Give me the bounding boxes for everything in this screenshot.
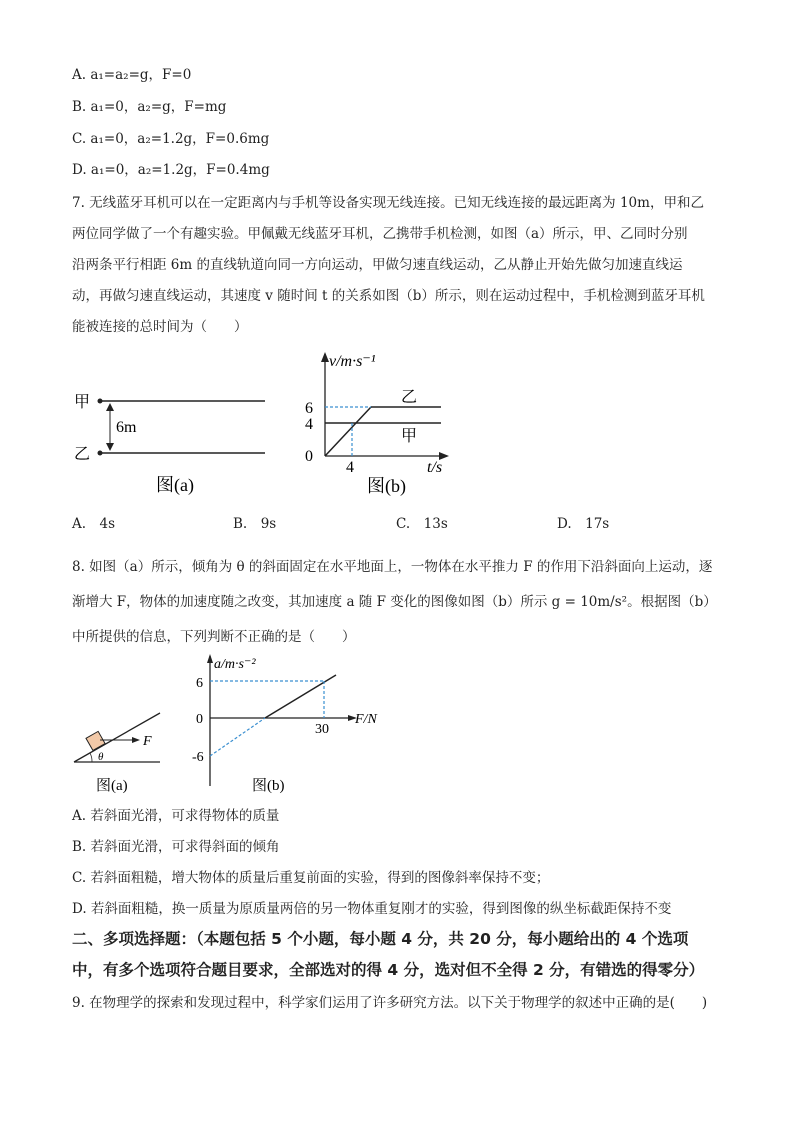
q8-stem-line-2: 渐增大 F，物体的加速度随之改变，其加速度 a 随 F 变化的图像如图（b）所示 g = 10m/s²。根据图（b） bbox=[72, 594, 717, 610]
q8-option-d: D. 若斜面粗糙，换一质量为原质量两倍的另一物体重复刚才的实验，得到图像的纵坐标截距保持不变 bbox=[72, 901, 672, 917]
q7b-series-yi: 乙 bbox=[401, 389, 418, 406]
q8b-y-tick-neg6: -6 bbox=[192, 750, 204, 765]
q8-option-a: A. 若斜面光滑，可求得物体的质量 bbox=[72, 808, 280, 824]
q6-option-d: D. a₁=0，a₂=1.2g，F=0.4mg bbox=[72, 162, 270, 178]
q8-option-c: C. 若斜面粗糙，增大物体的质量后重复前面的实验，得到的图像斜率保持不变； bbox=[72, 870, 550, 886]
q6-option-a: A. a₁=a₂=g，F=0 bbox=[72, 67, 192, 83]
q7b-origin: 0 bbox=[305, 448, 313, 465]
q7-stem-line-4: 动，再做匀速直线运动，其速度 v 随时间 t 的关系如图（b）所示，则在运动过程中，手机检测到蓝牙耳机 bbox=[72, 288, 705, 304]
q7-figure-a bbox=[70, 385, 280, 500]
q7b-x-axis-label: t/s bbox=[427, 459, 443, 476]
q7b-caption: 图(b) bbox=[367, 476, 406, 496]
q8a-caption: 图(a) bbox=[96, 778, 128, 794]
q7-option-c: C. 13s bbox=[396, 516, 448, 532]
q7a-label-jia: 甲 bbox=[74, 394, 91, 411]
q6-option-c: C. a₁=0，a₂=1.2g，F=0.6mg bbox=[72, 131, 270, 147]
q7-stem-line-2: 两位同学做了一个有趣实验。甲佩戴无线蓝牙耳机，乙携带手机检测，如图（a）所示，甲、乙同时分别 bbox=[72, 226, 688, 242]
q8b-y-axis-label: a/m·s⁻² bbox=[214, 657, 256, 672]
q8a-force-label: F bbox=[143, 734, 152, 749]
q7a-distance: 6m bbox=[116, 419, 137, 436]
q7a-caption: 图(a) bbox=[156, 475, 194, 495]
q7-option-b: B. 9s bbox=[233, 516, 277, 532]
q7b-y-tick-4: 4 bbox=[305, 416, 313, 433]
q8b-x-axis-label: F/N bbox=[355, 712, 377, 727]
q8b-y-tick-0: 0 bbox=[196, 712, 203, 727]
q7b-y-tick-6: 6 bbox=[305, 400, 313, 417]
q7b-series-jia: 甲 bbox=[401, 428, 418, 445]
q8-figure-b bbox=[190, 650, 390, 800]
q8-stem-line-1: 8. 如图（a）所示，倾角为 θ 的斜面固定在水平地面上，一物体在水平推力 F 的作用下沿斜面向上运动，逐 bbox=[72, 559, 713, 575]
q6-option-b: B. a₁=0，a₂=g，F=mg bbox=[72, 99, 227, 115]
q7-option-a: A. 4s bbox=[72, 516, 116, 532]
q8b-x-tick-30: 30 bbox=[315, 722, 329, 737]
q7b-x-tick-4: 4 bbox=[346, 459, 354, 476]
q7b-y-axis-label: v/m·s⁻¹ bbox=[329, 353, 376, 370]
section2-heading-line-2: 中，有多个选项符合题目要求，全部选对的得 4 分，选对但不全得 2 分，有错选的得零分） bbox=[72, 961, 705, 979]
q7-stem-line-1: 7. 无线蓝牙耳机可以在一定距离内与手机等设备实现无线连接。已知无线连接的最远距离为 10m，甲和乙 bbox=[72, 195, 704, 211]
q7-stem-line-5: 能被连接的总时间为（ ） bbox=[72, 319, 248, 335]
section2-heading-line-1: 二、多项选择题：（本题包括 5 个小题，每小题 4 分，共 20 分，每小题给出的 4 个选项 bbox=[72, 930, 689, 948]
q8b-y-tick-6: 6 bbox=[196, 676, 203, 691]
q7-option-d: D. 17s bbox=[557, 516, 610, 532]
q9-stem: 9. 在物理学的探索和发现过程中，科学家们运用了许多研究方法。以下关于物理学的叙述中正确的是( ) bbox=[72, 995, 708, 1011]
q8-figure-a bbox=[70, 710, 170, 800]
q7a-label-yi: 乙 bbox=[74, 446, 91, 463]
q7-stem-line-3: 沿两条平行相距 6m 的直线轨道向同一方向运动，甲做匀速直线运动，乙从静止开始先做匀加速直线运 bbox=[72, 257, 683, 273]
q8a-angle-label: θ bbox=[98, 751, 104, 763]
q7-figure-b bbox=[295, 350, 455, 502]
q8-stem-line-3: 中所提供的信息，下列判断不正确的是（ ） bbox=[72, 629, 356, 645]
q8b-caption: 图(b) bbox=[252, 778, 285, 794]
q8-option-b: B. 若斜面光滑，可求得斜面的倾角 bbox=[72, 839, 280, 855]
